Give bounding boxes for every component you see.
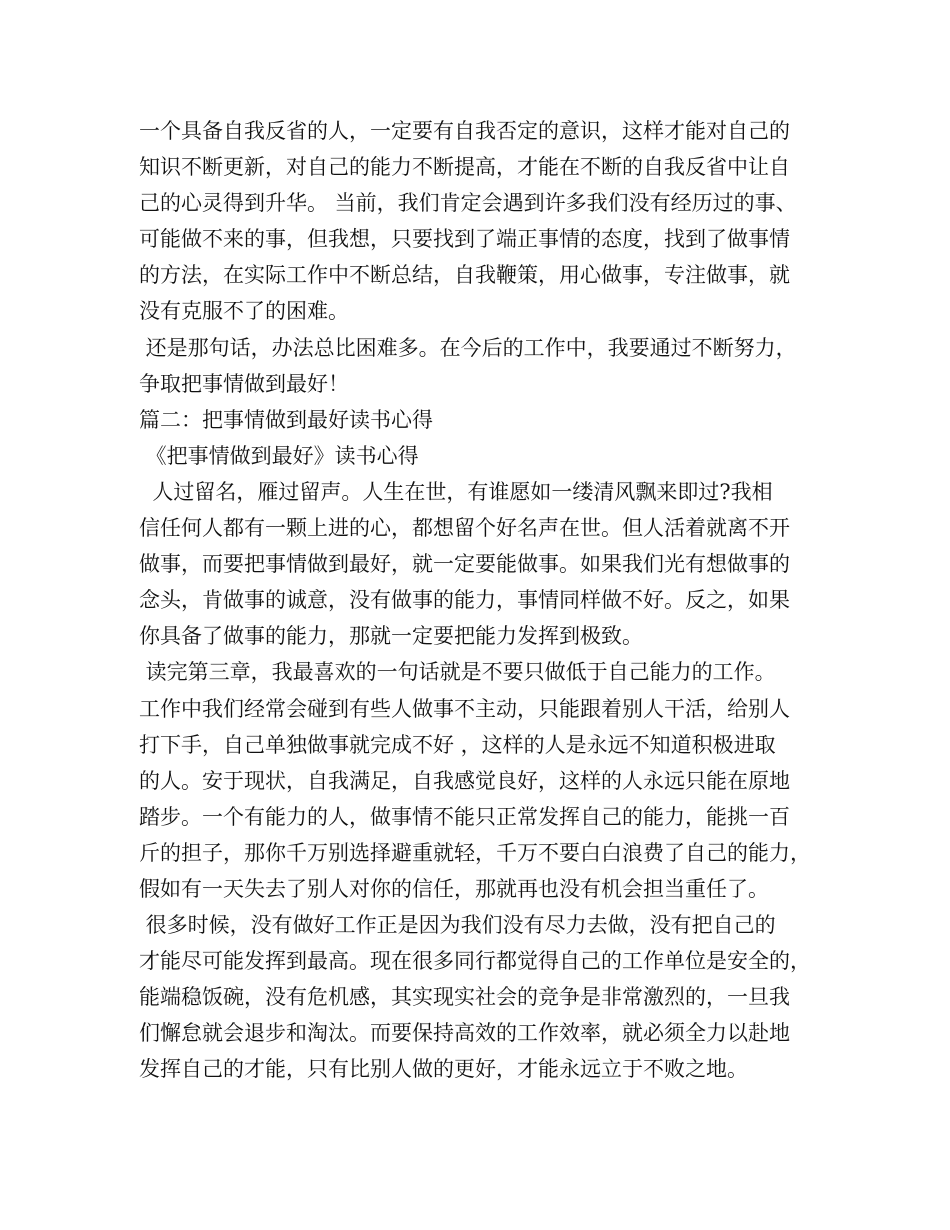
text-line: 读完第三章，我最喜欢的一句话就是不要只做低于自己能力的工作。 — [139, 660, 776, 685]
text-line: 还是那句话，办法总比困难多。在今后的工作中，我要通过不断努力， — [139, 335, 797, 360]
book-title-line: 《把事情做到最好》读书心得 — [139, 443, 419, 468]
text-line: 一个具备自我反省的人，一定要有自我否定的意识，这样才能对自己的 — [139, 119, 790, 143]
text-line: 你具备了做事的能力，那就一定要把能力发挥到极致。 — [139, 624, 643, 649]
text-line: 知识不断更新，对自己的能力不断提高，才能在不断的自我反省中让自 — [139, 155, 790, 180]
section-heading: 篇二：把事情做到最好读书心得 — [139, 407, 433, 432]
body-text — [139, 113, 829, 1088]
text-line: 很多时候，没有做好工作正是因为我们没有尽力去做，没有把自己的 — [139, 913, 776, 938]
text-line: 的方法，在实际工作中不断总结，自我鞭策，用心做事，专注做事，就 — [139, 263, 790, 288]
text-line: 己的心灵得到升华。 当前，我们肯定会遇到许多我们没有经历过的事、 — [139, 191, 797, 216]
text-line: 斤的担子，那你千万别选择避重就轻，千万不要白白浪费了自己的能力， — [139, 840, 811, 865]
text-line: 能端稳饭碗，没有危机感，其实现实社会的竞争是非常激烈的，一旦我 — [139, 985, 790, 1010]
text-line: 假如有一天失去了别人对你的信任，那就再也没有机会担当重任了。 — [139, 876, 769, 901]
text-line: 打下手，自己单独做事就完成不好 ，这样的人是永远不知道积极进取 — [139, 732, 776, 757]
text-line: 们懈怠就会退步和淘汰。而要保持高效的工作效率，就必须全力以赴地 — [139, 1021, 790, 1046]
text-line: 人过留名，雁过留声。人生在世，有谁愿如一缕清风飘来即过?我相 — [139, 479, 773, 504]
text-line: 念头，肯做事的诚意，没有做事的能力，事情同样做不好。反之，如果 — [139, 588, 790, 613]
text-line: 才能尽可能发挥到最高。现在很多同行都觉得自己的工作单位是安全的， — [139, 949, 811, 974]
text-line: 发挥自己的才能，只有比别人做的更好，才能永远立于不败之地。 — [139, 1057, 748, 1082]
text-line: 信任何人都有一颗上进的心，都想留个好名声在世。但人活着就离不开 — [139, 516, 790, 541]
text-line: 的人。安于现状，自我满足，自我感觉良好，这样的人永远只能在原地 — [139, 768, 790, 793]
text-line: 工作中我们经常会碰到有些人做事不主动，只能跟着别人干活，给别人 — [139, 696, 790, 721]
text-line: 做事，而要把事情做到最好，就一定要能做事。如果我们光有想做事的 — [139, 552, 790, 577]
text-line: 踏步。一个有能力的人，做事情不能只正常发挥自己的能力，能挑一百 — [139, 804, 790, 829]
text-line: 可能做不来的事，但我想，只要找到了端正事情的态度，找到了做事情 — [139, 227, 790, 252]
text-line: 争取把事情做到最好！ — [139, 371, 349, 396]
text-line: 没有克服不了的困难。 — [139, 299, 349, 324]
